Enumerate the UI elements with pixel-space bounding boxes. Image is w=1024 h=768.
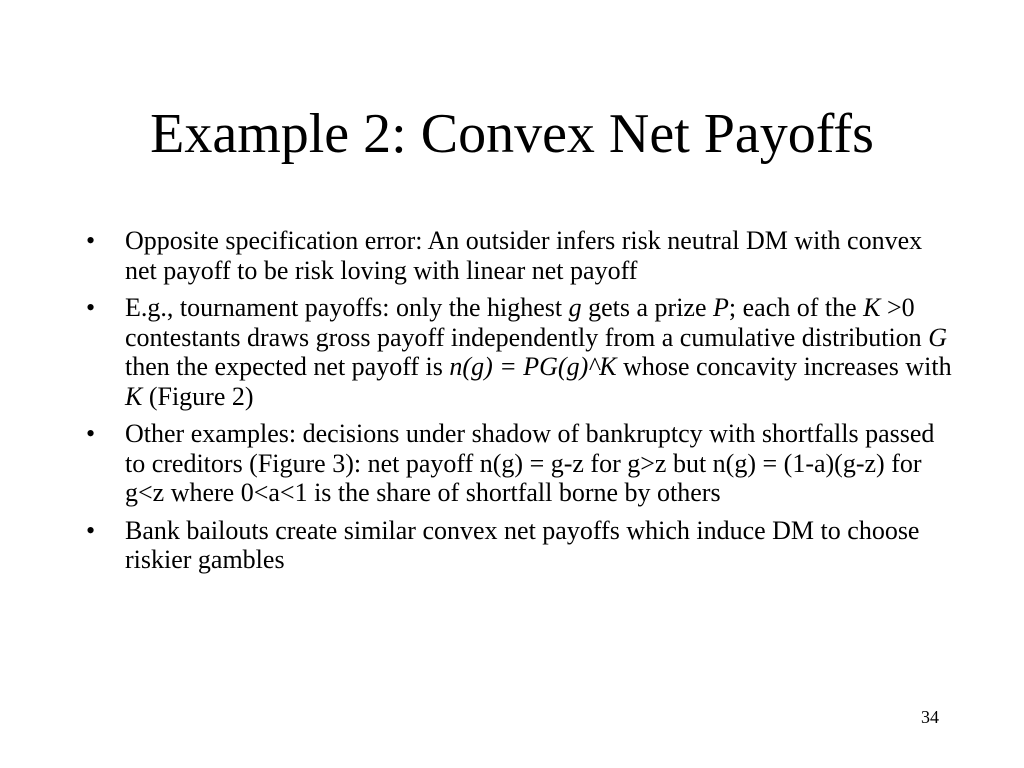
bullet-list <box>80 226 960 583</box>
bullet-text-italic-segment: g <box>568 293 582 322</box>
bullet-text-segment: Opposite specification error: An outsider infers risk neutral DM with convex net payoff to be risk loving with linear net payoff <box>125 226 923 285</box>
bullet-item <box>80 516 960 575</box>
bullet-text-segment: >0 contestants draws gross payoff independently from a cumulative distribution <box>125 293 929 352</box>
bullet-text <box>125 226 922 285</box>
bullet-marker: • <box>86 293 96 322</box>
slide-title: Example 2: Convex Net Payoffs <box>150 103 874 165</box>
bullet-item <box>80 226 960 285</box>
bullet-text-italic-segment: n(g) = PG(g)^K <box>449 352 617 381</box>
bullet-item <box>80 419 960 508</box>
bullet-text-segment: ; each of the <box>728 293 864 322</box>
bullet-text <box>125 293 952 411</box>
bullet-marker: • <box>86 226 96 255</box>
bullet-text <box>125 516 919 575</box>
bullet-text-segment: Other examples: decisions under shadow of bankruptcy with shortfalls passed to creditors (Figure 3): net payoff n(g) = g-z for g>z but n(g) = (1-a)(g-z) for g<z where 0<a<1 is the share of shortfall borne by others <box>125 419 935 507</box>
bullet-item <box>80 293 960 411</box>
bullet-text-italic-segment: G <box>928 322 947 352</box>
bullet-text-italic-segment: K <box>125 381 143 411</box>
bullet-text-italic-segment: K <box>863 293 881 322</box>
bullet-text-segment: then the expected net payoff is <box>125 352 450 381</box>
bullet-text-segment: E.g., tournament payoffs: only the highest <box>125 293 569 322</box>
bullet-text-segment: Bank bailouts create similar convex net payoffs which induce DM to choose riskier gambles <box>125 515 920 574</box>
bullet-text-segment: whose concavity increases with <box>616 352 952 381</box>
bullet-text-segment: gets a prize <box>581 293 714 322</box>
bullet-text <box>125 419 934 507</box>
bullet-text-segment: (Figure 2) <box>142 381 254 411</box>
bullet-marker: • <box>86 515 96 545</box>
bullet-marker: • <box>86 419 96 448</box>
bullet-text-italic-segment: P <box>713 293 729 322</box>
page-number: 34 <box>921 707 939 727</box>
